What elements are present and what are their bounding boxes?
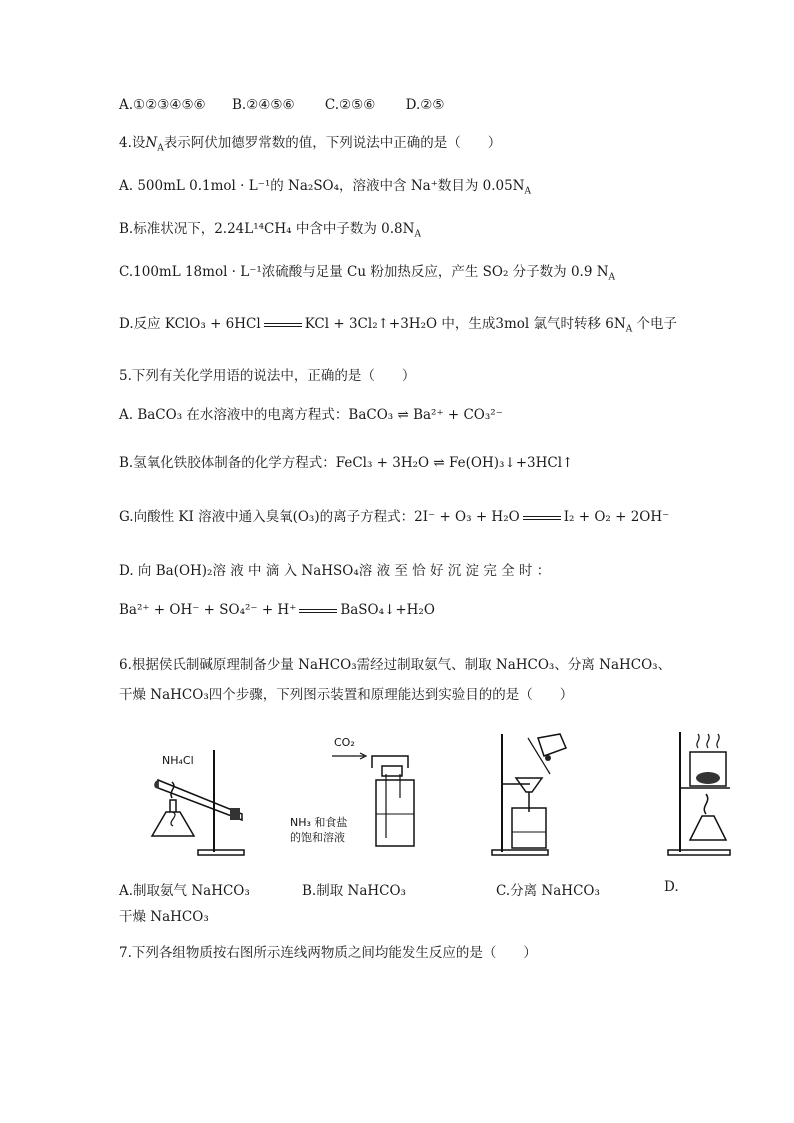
- q4-option-d-sub: A: [625, 324, 633, 335]
- q5-option-d-pre: Ba²⁺ + OH⁻ + SO₄²⁻ + H⁺: [119, 602, 297, 618]
- figure-a-caption: A.制取氨气 NaHCO₃: [119, 883, 250, 899]
- q5-option-d-post: BaSO₄↓+H₂O: [340, 602, 435, 618]
- q3-option-d: D.②⑤: [405, 97, 445, 113]
- q4-option-d-end: 个电子: [632, 316, 677, 332]
- q3-option-a: A.①②③④⑤⑥: [119, 97, 206, 113]
- q4-option-b-text: B.标准状况下，2.24L¹⁴CH₄ 中含中子数为 0.8N: [119, 221, 415, 237]
- q4-stem-post: 表示阿伏加德罗常数的值，下列说法中正确的是（ ）: [163, 135, 502, 151]
- q4-stem-na-sub: A: [157, 143, 164, 154]
- q5-option-b: B.氢氧化铁胶体制备的化学方程式：FeCl₃ + 3H₂O ⇌ Fe(OH)₃↓+3HCl↑: [119, 455, 574, 471]
- equals-sign-icon: [264, 323, 302, 327]
- q5-option-c-post: I₂ + O₂ + 2OH⁻: [563, 509, 670, 525]
- equals-sign-icon: [523, 516, 561, 520]
- figure-b-solution-label-2: 的饱和溶液: [290, 831, 345, 844]
- figure-c-filtration: [480, 728, 580, 868]
- q6-stem-line1: 6.根据侯氏制碱原理制备少量 NaHCO₃需经过制取氨气、制取 NaHCO₃、分离 NaHCO₃、: [119, 657, 672, 673]
- q5-option-c: [119, 507, 669, 527]
- figure-d-caption: D.: [664, 879, 679, 895]
- q4-stem-na: N: [145, 135, 158, 151]
- figure-a-ammonia-apparatus: [150, 728, 260, 868]
- figure-b-gas-bottle: [290, 728, 430, 868]
- q4-option-d-pre: D.反应 KClO₃ + 6HCl: [119, 316, 261, 332]
- figure-d-caption-2: 干燥 NaHCO₃: [119, 909, 209, 925]
- q5-option-c-pre: G.向酸性 KI 溶液中通入臭氧(O₃)的离子方程式：2I⁻ + O₃ + H₂O: [119, 509, 520, 525]
- figure-b-gas-label: CO₂: [334, 736, 355, 749]
- q4-option-c-text: C.100mL 18mol · L⁻¹浓硫酸与足量 Cu 粉加热反应，产生 SO₂ 分子数为 0.9 N: [119, 264, 609, 280]
- equals-sign-icon: [299, 609, 337, 613]
- q4-option-c: [119, 262, 615, 288]
- figure-c-caption: C.分离 NaHCO₃: [496, 883, 600, 899]
- q6-stem-line2: 干燥 NaHCO₃四个步骤，下列图示装置和原理能达到实验目的的是（ ）: [119, 687, 574, 703]
- q3-option-b: B.②④⑤⑥: [231, 97, 295, 113]
- q4-option-b-sub: A: [414, 229, 421, 240]
- q3-options: [119, 95, 444, 115]
- figure-d-drying: [660, 728, 750, 868]
- q4-option-d-post: KCl + 3Cl₂↑+3H₂O 中，生成3mol 氯气时转移 6N: [304, 316, 626, 332]
- q5-option-d: D. 向 Ba(OH)₂溶 液 中 滴 入 NaHSO₄溶 液 至 恰 好 沉 淀 完 全 时 ：: [119, 563, 551, 579]
- q5-option-a: A. BaCO₃ 在水溶液中的电离方程式：BaCO₃ ⇌ Ba²⁺ + CO₃²⁻: [119, 407, 503, 423]
- figure-b-solution-label-1: NH₃ 和食盐: [290, 816, 348, 829]
- q4-option-d: [119, 314, 677, 340]
- figure-b-caption: B.制取 NaHCO₃: [302, 883, 406, 899]
- q4-stem: [119, 133, 501, 159]
- q7-stem: 7.下列各组物质按右图所示连线两物质之间均能发生反应的是（ ）: [119, 945, 537, 961]
- q4-option-a-sub: A: [524, 186, 531, 197]
- figure-a-label: NH₄Cl: [162, 754, 194, 767]
- q4-option-a-text: A. 500mL 0.1mol · L⁻¹的 Na₂SO₄，溶液中含 Na⁺数目为 0.05N: [119, 178, 525, 194]
- q4-option-b: [119, 219, 421, 245]
- q3-option-c: C.②⑤⑥: [324, 97, 376, 113]
- q4-stem-pre: 4.设: [119, 135, 146, 151]
- q4-option-a: [119, 176, 531, 202]
- q6-figures: [150, 728, 760, 868]
- q5-stem: 5.下列有关化学用语的说法中，正确的是（ ）: [119, 368, 416, 384]
- q5-option-d-equation: [119, 600, 435, 620]
- q4-option-c-sub: A: [608, 272, 616, 283]
